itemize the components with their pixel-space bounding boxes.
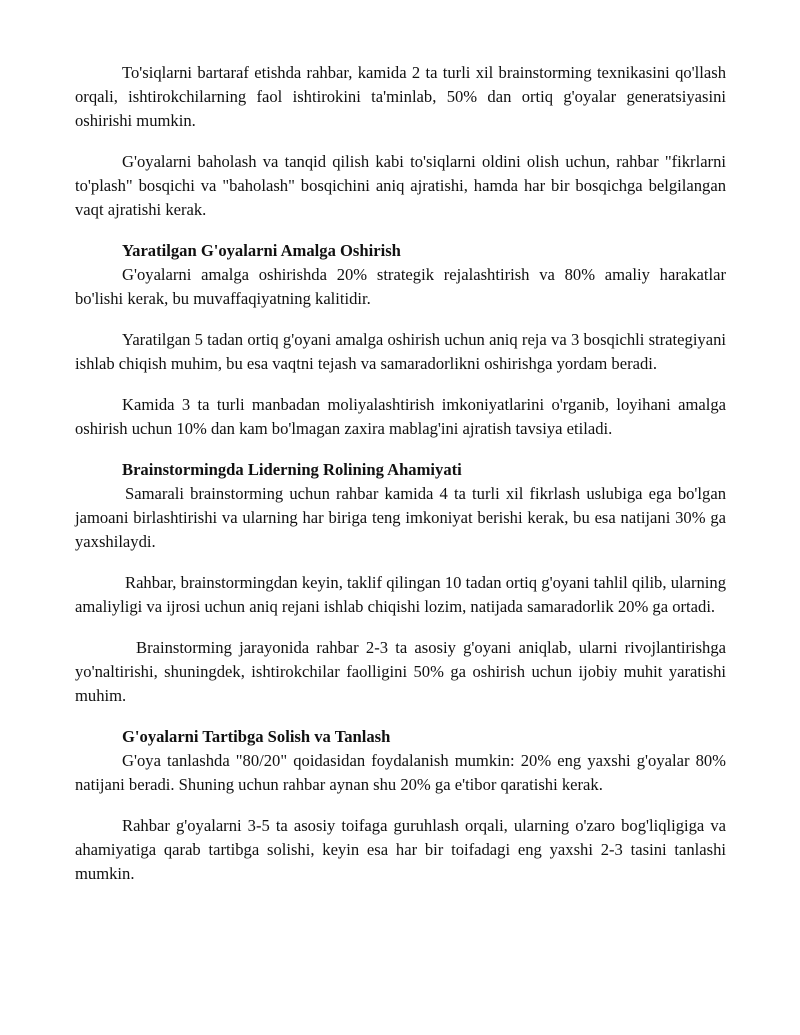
paragraph: G'oyalarni baholash va tanqid qilish kabi to'siqlarni oldini olish uchun, rahbar "fikrlarni to'plash" bosqichi va "baholash" bosqichini aniq ajratishi, hamda har bir bosqichga belgilangan vaqt ajratishi kerak. — [75, 152, 726, 219]
paragraph: To'siqlarni bartaraf etishda rahbar, kamida 2 ta turli xil brainstorming texnikasini qo'llash orqali, ishtirokchilarning faol ishtirokini ta'minlab, 50% dan ortiq g'oyalar generatsiyasini oshirishi mumkin. — [75, 63, 726, 130]
paragraph: Rahbar g'oyalarni 3-5 ta asosiy toifaga guruhlash orqali, ularning o'zaro bog'liqligiga va ahamiyatiga qarab tartibga solishi, keyin esa har bir toifadagi eng yaxshi 2-3 tasini tanlashi mumkin. — [75, 816, 726, 883]
paragraph: Brainstorming jarayonida rahbar 2-3 ta asosiy g'oyani aniqlab, ularni rivojlantirishga yo'naltirishi, shuningdek, ishtirokchilar faolligini 50% ga oshirish uchun ijobiy muhit yaratishi muhim. — [75, 638, 726, 705]
section-heading: Brainstormingda Liderning Rolining Ahamiyati — [122, 460, 462, 479]
section-heading: Yaratilgan G'oyalarni Amalga Oshirish — [122, 241, 401, 260]
document-body — [75, 61, 726, 903]
paragraph: Yaratilgan 5 tadan ortiq g'oyani amalga oshirish uchun aniq reja va 3 bosqichli strategiyani ishlab chiqish muhim, bu esa vaqtni tejash va samaradorlikni oshirishga yordam beradi. — [75, 330, 726, 373]
paragraph: Samarali brainstorming uchun rahbar kamida 4 ta turli xil fikrlash uslubiga ega bo'lgan jamoani birlashtirishi va ularning har biriga teng imkoniyat berishi kerak, bu esa natijani 30% ga yaxshilaydi. — [75, 484, 726, 551]
section-heading: G'oyalarni Tartibga Solish va Tanlash — [122, 727, 391, 746]
paragraph: Kamida 3 ta turli manbadan moliyalashtirish imkoniyatlarini o'rganib, loyihani amalga oshirish uchun 10% dan kam bo'lmagan zaxira mablag'ini ajratish tavsiya etiladi. — [75, 395, 726, 438]
paragraph: G'oyalarni amalga oshirishda 20% strategik rejalashtirish va 80% amaliy harakatlar bo'lishi kerak, bu muvaffaqiyatning kalitidir. — [75, 265, 726, 308]
paragraph: G'oya tanlashda "80/20" qoidasidan foydalanish mumkin: 20% eng yaxshi g'oyalar 80% natijani beradi. Shuning uchun rahbar aynan shu 20% ga e'tibor qaratishi kerak. — [75, 751, 726, 794]
paragraph: Rahbar, brainstormingdan keyin, taklif qilingan 10 tadan ortiq g'oyani tahlil qilib, ularning amaliyligi va ijrosi uchun aniq rejani ishlab chiqishi lozim, natijada samaradorlik 20% ga ortadi. — [75, 573, 726, 616]
